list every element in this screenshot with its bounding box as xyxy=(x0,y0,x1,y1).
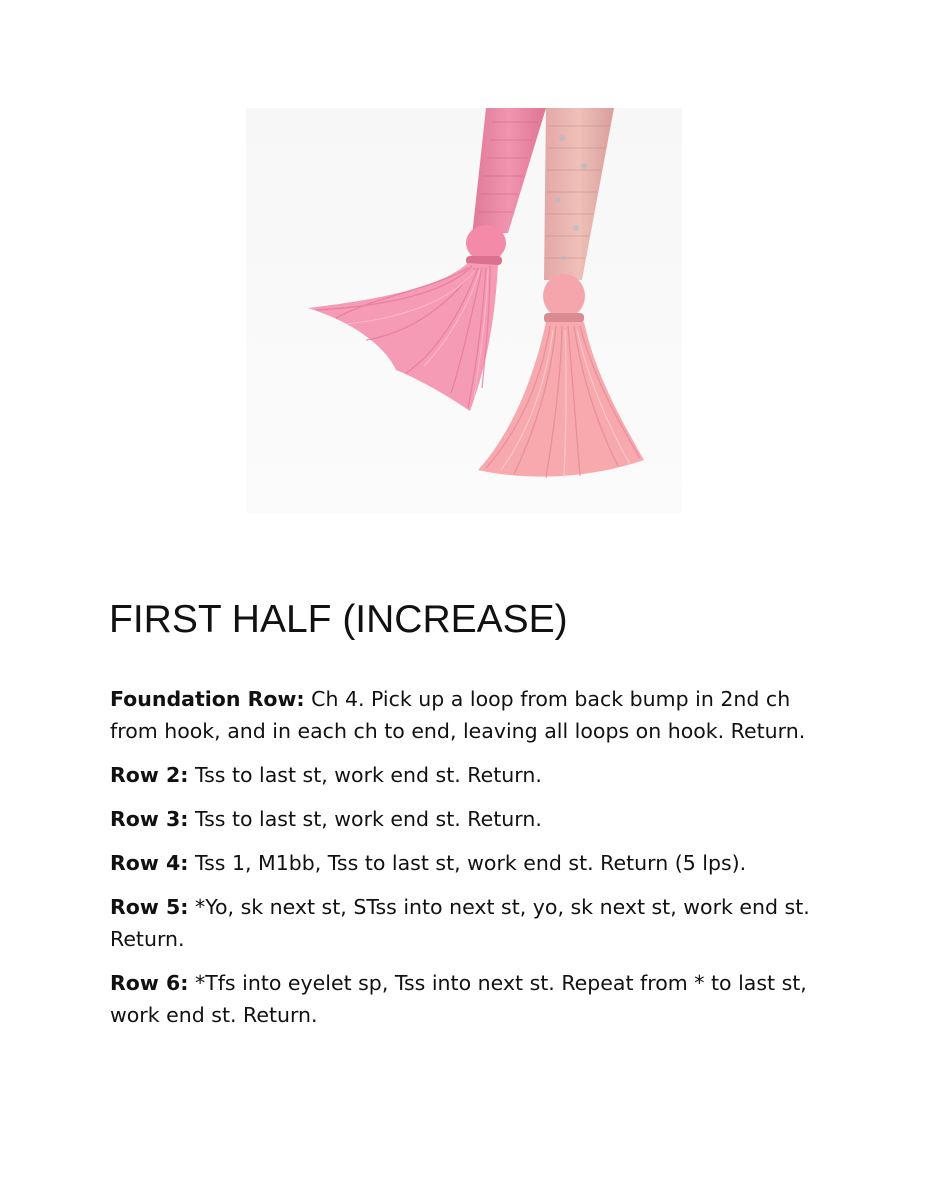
instructions-list xyxy=(110,683,830,1043)
step-text: Tss 1, M1bb, Tss to last st, work end st. Return (5 lps). xyxy=(188,851,747,875)
step-label: Row 5: xyxy=(110,895,189,919)
step-row-2 xyxy=(110,759,830,791)
section-heading: FIRST HALF (INCREASE) xyxy=(109,598,568,641)
step-text: *Tfs into eyelet sp, Tss into next st. Repeat from * to last st, work end st. Return. xyxy=(110,971,807,1027)
step-text: Ch 4. Pick up a loop from back bump in 2nd ch from hook, and in each ch to end, leaving all loops on hook. Return. xyxy=(110,687,806,743)
step-text: Tss to last st, work end st. Return. xyxy=(188,807,542,831)
step-label: Row 3: xyxy=(110,807,189,831)
step-foundation-row xyxy=(110,683,830,747)
step-label: Foundation Row: xyxy=(110,687,305,711)
step-text: Tss to last st, work end st. Return. xyxy=(188,763,542,787)
step-row-3 xyxy=(110,803,830,835)
step-label: Row 4: xyxy=(110,851,189,875)
tassel-photo xyxy=(246,108,682,513)
step-row-4 xyxy=(110,847,830,879)
step-row-6 xyxy=(110,967,830,1031)
step-label: Row 2: xyxy=(110,763,189,787)
step-text: *Yo, sk next st, STss into next st, yo, sk next st, work end st. Return. xyxy=(110,895,810,951)
step-row-5 xyxy=(110,891,830,955)
step-label: Row 6: xyxy=(110,971,189,995)
